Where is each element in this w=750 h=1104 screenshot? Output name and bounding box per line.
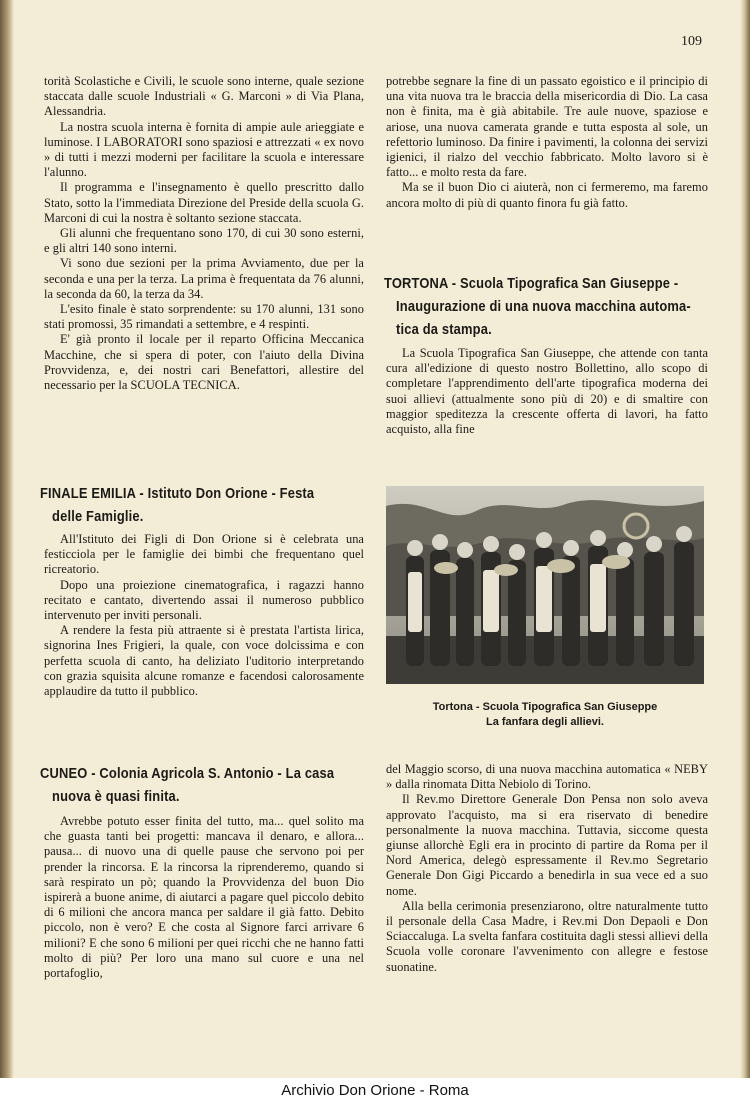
headline-line: tica da stampa. xyxy=(396,321,492,338)
tortona-article-continued xyxy=(386,762,708,975)
paragraph: Ma se il buon Dio ci aiuterà, non ci fermeremo, ma faremo ancora molto di più di quanto finora fu già fatto. xyxy=(386,180,708,210)
headline-line: TORTONA - Scuola Tipografica San Giuseppe - xyxy=(384,275,679,292)
photo-caption xyxy=(386,700,704,730)
paragraph: E' già pronto il locale per il reparto Officina Meccanica Macchine, che si spera di poter, con l'aiuto della Divina Provvidenza, e, dei nostri cari Benefattori, allestire del necessario per la SCUOLA TECNICA. xyxy=(44,332,364,393)
archive-footer: Archivio Don Orione - Roma xyxy=(0,1078,750,1104)
paragraph: Gli alunni che frequentano sono 170, di cui 30 sono esterni, e gli altri 140 sono interni. xyxy=(44,226,364,256)
paragraph: Alla bella cerimonia presenziarono, oltre naturalmente tutto il personale della Casa Madre, i Rev.mi Don Depaoli e Don Sciaccaluga. La svelta fanfara costituita dagli stessi allievi della Scuola volle coronare l'avvenimento con allegre e festose suonatine. xyxy=(386,898,708,974)
paragraph: torità Scolastiche e Civili, le scuole sono interne, quale sezione staccata dalle scuole Industriali « G. Marconi » di Via Plana, Alessandria. xyxy=(44,74,364,119)
paragraph: All'Istituto dei Figli di Don Orione si è celebrata una festicciola per le famiglie dei bimbi che frequentano quel ricreatorio. xyxy=(44,532,364,577)
paragraph: Vi sono due sezioni per la prima Avviamento, due per la seconda e una per la terza. La prima è frequentata da 76 alunni, la seconda da 60, la terza da 34. xyxy=(44,256,364,301)
book-spine-shadow xyxy=(0,0,14,1078)
tortona-headline xyxy=(384,272,711,341)
paragraph: potrebbe segnare la fine di un passato egoistico e il principio di una vita nuova tra le braccia della misericordia di Dio. La casa non è finita, ma è già abitabile. Tre aule nuove, spaziose e ariose, una nuova camerata grande e tutta esposta al sole, un refettorio luminoso. Da finire i pavimenti, la colonna dei servizi igienici, il rialzo del vecchio fabbricato. Molto lavoro si è fatto... e molto resta da fare. xyxy=(386,74,708,180)
paragraph: La Scuola Tipografica San Giuseppe, che attende con tanta cura all'edizione di questo nostro Bollettino, allo scopo di completare l'apprendimento dell'arte tipografica moderna dei suoi allievi (attualmente sono più di 20) e di smaltire con maggior speditezza la crescente offerta di lavori, ha fatto acquisto, alla fine xyxy=(386,346,708,437)
headline-line: Inaugurazione di una nuova macchina automa- xyxy=(396,298,691,315)
paragraph: Il Rev.mo Direttore Generale Don Pensa non solo aveva approvato l'acquisto, ma si era riservato di benedire personalmente la nuova macchina. Tuttavia, siccome questa giunse allorchè Egli era in procinto di partire da Roma per il Nord America, delegò espressamente il Rev.mo Segretario Generale Don Gigi Piccardo a benedirla in sua vece ed a suo nome. xyxy=(386,792,708,898)
headline-line: delle Famiglie. xyxy=(52,508,144,525)
headline-line: nuova è quasi finita. xyxy=(52,788,180,805)
cuneo-article xyxy=(44,814,364,981)
tortona-article xyxy=(386,346,708,437)
finale-emilia-headline xyxy=(40,482,367,528)
paragraph: A rendere la festa più attraente si è prestata l'artista lirica, signorina Ines Frigieri, la quale, con voce dolcissima e con perfetta scuola di canto, ha deliziato l'uditorio interpretando con grazia squisita alcune romanze e facendosi calorosamente applaudire da tutto il pubblico. xyxy=(44,623,364,699)
paragraph: La nostra scuola interna è fornita di ampie aule arieggiate e luminose. I LABORATORI sono spaziosi e attrezzati « ex novo » di tutti i mezzi moderni per facilitare la scuola e interessare l'alunno. xyxy=(44,119,364,180)
paragraph: Il programma e l'insegnamento è quello prescritto dallo Stato, sotto la l'immediata Direzione del Preside della scuola G. Marconi di cui la nostra è soltanto sezione staccata. xyxy=(44,180,364,225)
page-number: 109 xyxy=(681,34,702,49)
page-edge-shadow xyxy=(740,0,750,1078)
finale-emilia-article xyxy=(44,532,364,699)
headline-line: FINALE EMILIA - Istituto Don Orione - Festa xyxy=(40,485,315,502)
paragraph: Dopo una proiezione cinematografica, i ragazzi hanno recitato e cantato, divertendo assai il numeroso pubblico intervenuto per inviti personali. xyxy=(44,577,364,623)
column-1-continued-text xyxy=(44,74,364,393)
column-2-continued-text xyxy=(386,74,708,211)
caption-line: Tortona - Scuola Tipografica San Giuseppe xyxy=(432,701,658,713)
band-photo xyxy=(386,486,704,684)
paragraph: del Maggio scorso, di una nuova macchina automatica « NEBY » dalla rinomata Ditta Nebiolo di Torino. xyxy=(386,762,708,792)
band-photo-illustration xyxy=(386,486,704,684)
paragraph: Avrebbe potuto esser finita del tutto, ma... quel solito ma che guasta tanti bei progetti: mancava il denaro, e allora... pausa... di nuovo una di quelle pause che servono poi per prender la rincorsa. E la rincorsa la riprenderemo, quando si sarà respirato un pò; quando la Provvidenza del buon Dio ispirerà a buone anime, di aiutarci a pagare quel piccolo debito di 6 milioni che ancora manca per saldare il già fatto. Debito piccolo, non è vero? E che costa al Signore farci arrivare 6 milioni? E che sono 6 milioni per quei ricchi che ne hanno fatti molto di più? Per loro una mano sul cuore e una nel portafoglio, xyxy=(44,814,364,981)
caption-line: La fanfara degli allievi. xyxy=(486,716,604,728)
headline-line: CUNEO - Colonia Agricola S. Antonio - La casa xyxy=(40,765,335,782)
paragraph: L'esito finale è stato sorprendente: su 170 alunni, 131 sono stati promossi, 35 rimandati a settembre, e 4 respinti. xyxy=(44,302,364,332)
cuneo-headline xyxy=(40,762,367,808)
